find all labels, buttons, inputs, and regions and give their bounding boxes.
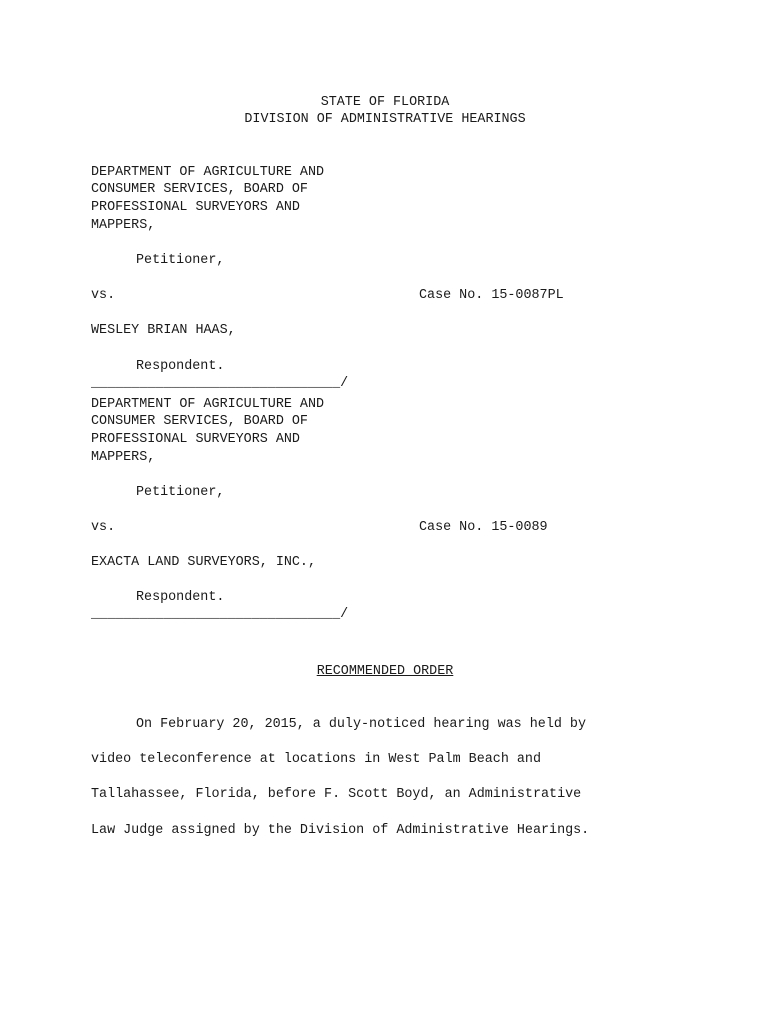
division-heading: DIVISION OF ADMINISTRATIVE HEARINGS xyxy=(244,112,526,127)
case1-petitioner-label: Petitioner, xyxy=(136,253,225,268)
case1-petitioner-line-1: DEPARTMENT OF AGRICULTURE AND xyxy=(91,165,325,180)
case2-vs: vs. xyxy=(91,520,116,535)
case1-separator: _______________________________/ xyxy=(91,376,349,391)
case2-petitioner-line-3: PROFESSIONAL SURVEYORS AND xyxy=(91,432,300,447)
order-paragraph-line-4: Law Judge assigned by the Division of Administrative Hearings. xyxy=(91,823,590,838)
case2-respondent-name: EXACTA LAND SURVEYORS, INC., xyxy=(91,555,316,570)
case1-case-number: Case No. 15-0087PL xyxy=(419,288,564,303)
case2-petitioner-line-4: MAPPERS, xyxy=(91,450,156,465)
case2-separator: _______________________________/ xyxy=(91,607,349,622)
case2-respondent-label: Respondent. xyxy=(136,590,225,605)
case1-respondent-name: WESLEY BRIAN HAAS, xyxy=(91,323,236,338)
case1-petitioner-line-4: MAPPERS, xyxy=(91,218,156,233)
order-paragraph-line-2: video teleconference at locations in West Palm Beach and xyxy=(91,752,541,767)
case1-respondent-label: Respondent. xyxy=(136,359,225,374)
case2-petitioner-label: Petitioner, xyxy=(136,485,225,500)
order-title-text: RECOMMENDED ORDER xyxy=(316,664,454,679)
order-title xyxy=(0,663,770,681)
case2-petitioner-line-1: DEPARTMENT OF AGRICULTURE AND xyxy=(91,397,325,412)
case1-petitioner-line-3: PROFESSIONAL SURVEYORS AND xyxy=(91,200,300,215)
case2-case-number: Case No. 15-0089 xyxy=(419,520,548,535)
state-heading: STATE OF FLORIDA xyxy=(320,95,450,110)
case1-petitioner-line-2: CONSUMER SERVICES, BOARD OF xyxy=(91,182,308,197)
case2-petitioner-line-2: CONSUMER SERVICES, BOARD OF xyxy=(91,414,308,429)
order-paragraph-line-3: Tallahassee, Florida, before F. Scott Boyd, an Administrative xyxy=(91,787,582,802)
case1-vs: vs. xyxy=(91,288,116,303)
order-paragraph-line-1: On February 20, 2015, a duly-noticed hearing was held by xyxy=(136,717,586,732)
